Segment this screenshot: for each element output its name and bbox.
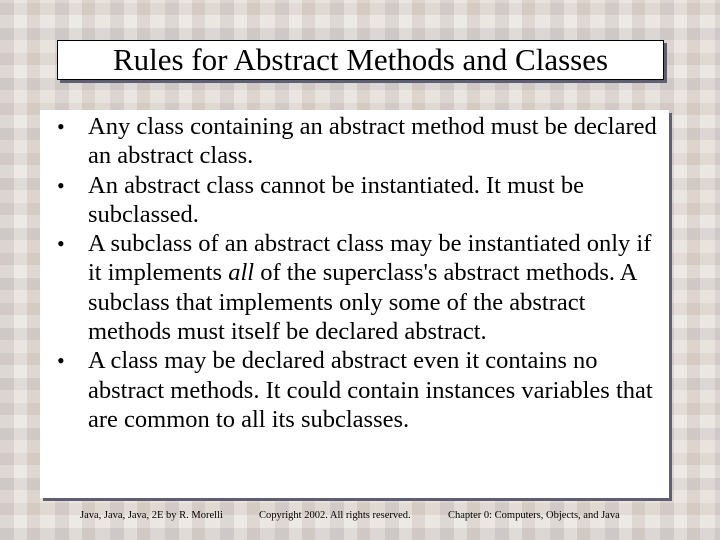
- bullet-dot: •: [57, 114, 65, 139]
- bullet-item: [40, 112, 669, 171]
- bullet-list: [40, 112, 669, 434]
- footer: [0, 509, 720, 523]
- footer-book: Java, Java, Java, 2E by R. Morelli: [80, 510, 223, 521]
- slide-title: Rules for Abstract Methods and Classes: [112, 42, 609, 77]
- emphasis-all: all: [228, 259, 255, 287]
- bullet-text: Any class containing an abstract method must be declared an abstract class.: [88, 113, 657, 170]
- bullet-text: A class may be declared abstract even it contains no abstract methods. It could contain instances variables that are common to all its subclasses.: [88, 347, 653, 433]
- bullet-text: A subclass of an abstract class may be instantiated only if it implements: [88, 230, 652, 287]
- bullet-text: of the superclass's abstract methods. A subclass that implements only some of the abstract methods must itself be declared abstract.: [88, 259, 637, 346]
- bullet-item: [40, 346, 669, 434]
- footer-chapter: Chapter 0: Computers, Objects, and Java: [448, 510, 620, 521]
- bullet-item: [40, 171, 669, 230]
- bullet-dot: •: [57, 231, 65, 257]
- bullet-dot: •: [57, 172, 65, 198]
- bullet-text: An abstract class cannot be instantiated. It must be subclassed.: [88, 171, 584, 228]
- bullet-dot: •: [57, 348, 65, 374]
- bullet-item: [40, 229, 669, 346]
- footer-copyright: Copyright 2002. All rights reserved.: [259, 510, 411, 521]
- title-box: [57, 40, 664, 80]
- content-box: [40, 110, 669, 498]
